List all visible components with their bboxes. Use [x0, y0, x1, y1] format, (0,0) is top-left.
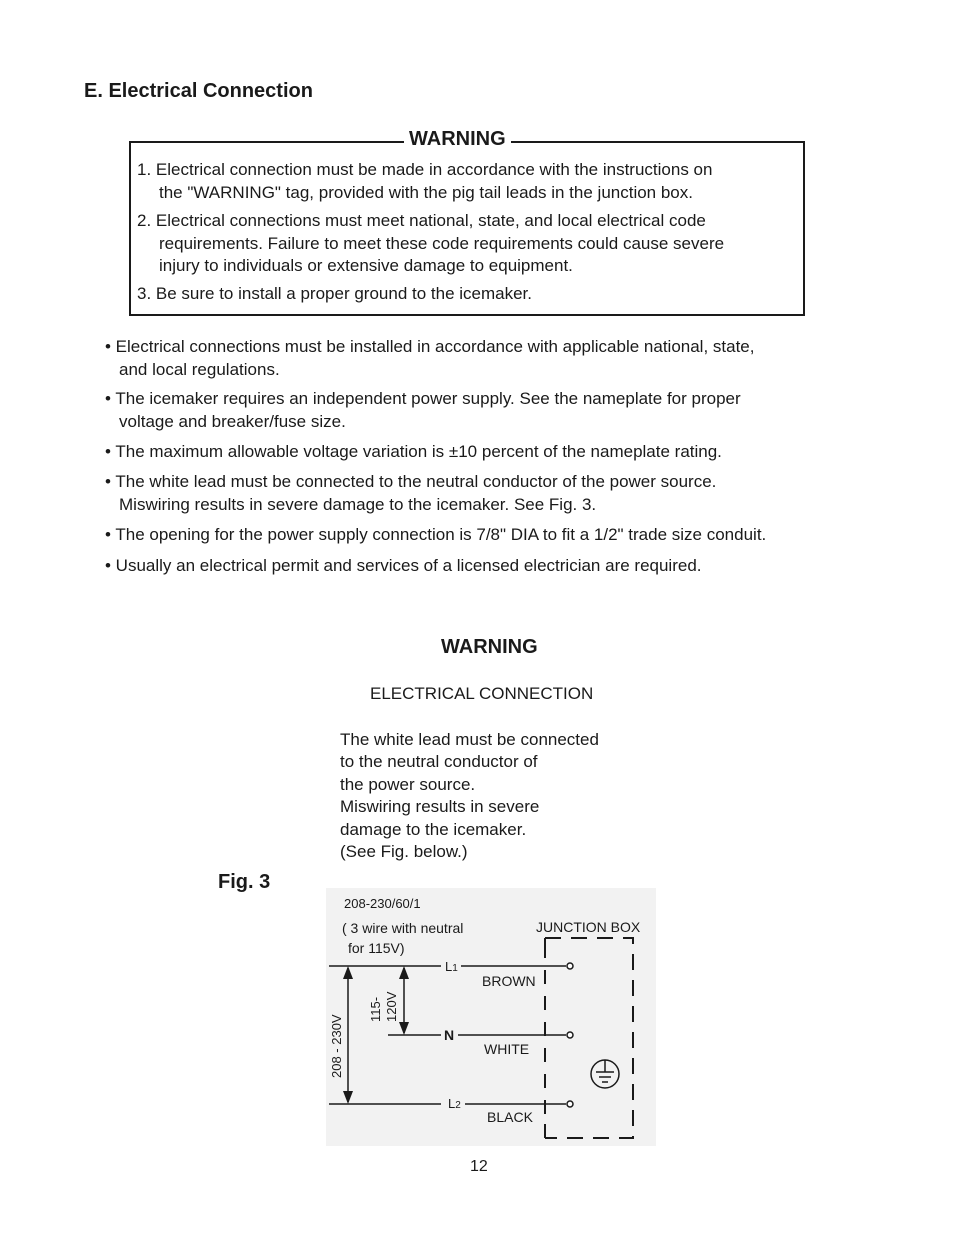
warning-item-2-line-2: requirements. Failure to meet these code requirements could cause severe [159, 233, 725, 253]
warning-item-2-line-3: injury to individuals or extensive damage to equipment. [159, 256, 573, 275]
bullet-line: Miswiring results in severe damage to the icemaker. See Fig. 3. [119, 494, 597, 514]
message-line: Miswiring results in severe [340, 797, 540, 817]
bullet-line: and local regulations. [119, 359, 280, 379]
wire-label-black: BLACK [487, 1109, 533, 1125]
bullet-item [105, 441, 722, 464]
voltage-label-115-part-2: 120V [384, 991, 399, 1022]
terminal-l1 [567, 963, 573, 969]
supply-note-line-1: ( 3 wire with neutral [342, 920, 464, 936]
bullet-line: • Electrical connections must be installed in accordance with applicable national, state, [105, 337, 755, 356]
section-title: E. Electrical Connection [84, 80, 313, 102]
bullet-line: • Usually an electrical permit and services of a licensed electrician are required. [105, 556, 702, 575]
bullet-item [105, 524, 766, 547]
bullet-line: • The opening for the power supply connection is 7/8" DIA to fit a 1/2" trade size conduit. [105, 525, 767, 544]
label-warning-message [340, 729, 599, 863]
voltage-label-115-part-1: 115- [368, 996, 383, 1022]
label-warning-title: WARNING [441, 636, 538, 658]
warning-item-1-line-2: the "WARNING" tag, provided with the pig tail leads in the junction box. [159, 182, 693, 202]
warning-item-2-line-1: 2. Electrical connections must meet national, state, and local electrical code [137, 211, 706, 230]
message-line: damage to the icemaker. [340, 819, 527, 839]
message-line: (See Fig. below.) [340, 842, 468, 862]
message-line: the power source. [340, 774, 476, 794]
warning-item-3-line-1: 3. Be sure to install a proper ground to the icemaker. [137, 284, 533, 303]
junction-box-label: JUNCTION BOX [536, 919, 641, 935]
bullet-item [105, 336, 754, 381]
label-l2: L2 [448, 1096, 461, 1111]
warning-item-3 [137, 283, 532, 306]
terminal-l2 [567, 1101, 573, 1107]
supply-rating: 208-230/60/1 [344, 896, 421, 911]
bullet-item [105, 555, 702, 578]
message-line: to the neutral conductor of [340, 752, 538, 772]
wiring-diagram [326, 888, 656, 1146]
figure-label: Fig. 3 [218, 871, 271, 893]
message-line: The white lead must be connected [340, 730, 599, 749]
voltage-label-208-230: 208 - 230V [329, 1014, 344, 1078]
bullet-line: voltage and breaker/fuse size. [119, 411, 346, 431]
bullet-line: • The white lead must be connected to the neutral conductor of the power source. [105, 472, 717, 491]
label-warning-subtitle: ELECTRICAL CONNECTION [370, 684, 594, 703]
terminal-n [567, 1032, 573, 1038]
warning-box-title: WARNING [404, 128, 511, 151]
page-number: 12 [470, 1158, 488, 1175]
supply-note-line-2: for 115V) [348, 940, 405, 956]
label-l1: L1 [445, 959, 458, 974]
wire-label-brown: BROWN [482, 973, 536, 989]
bullet-line: • The maximum allowable voltage variation is ±10 percent of the nameplate rating. [105, 442, 722, 461]
wire-label-white: WHITE [484, 1041, 530, 1057]
label-n: N [444, 1027, 455, 1043]
warning-item-1-line-1: 1. Electrical connection must be made in accordance with the instructions on [137, 160, 713, 179]
bullet-item [105, 471, 716, 516]
warning-item-1 [137, 159, 712, 204]
warning-item-2 [137, 210, 724, 278]
bullet-line: • The icemaker requires an independent power supply. See the nameplate for proper [105, 389, 741, 408]
bullet-item [105, 388, 741, 433]
